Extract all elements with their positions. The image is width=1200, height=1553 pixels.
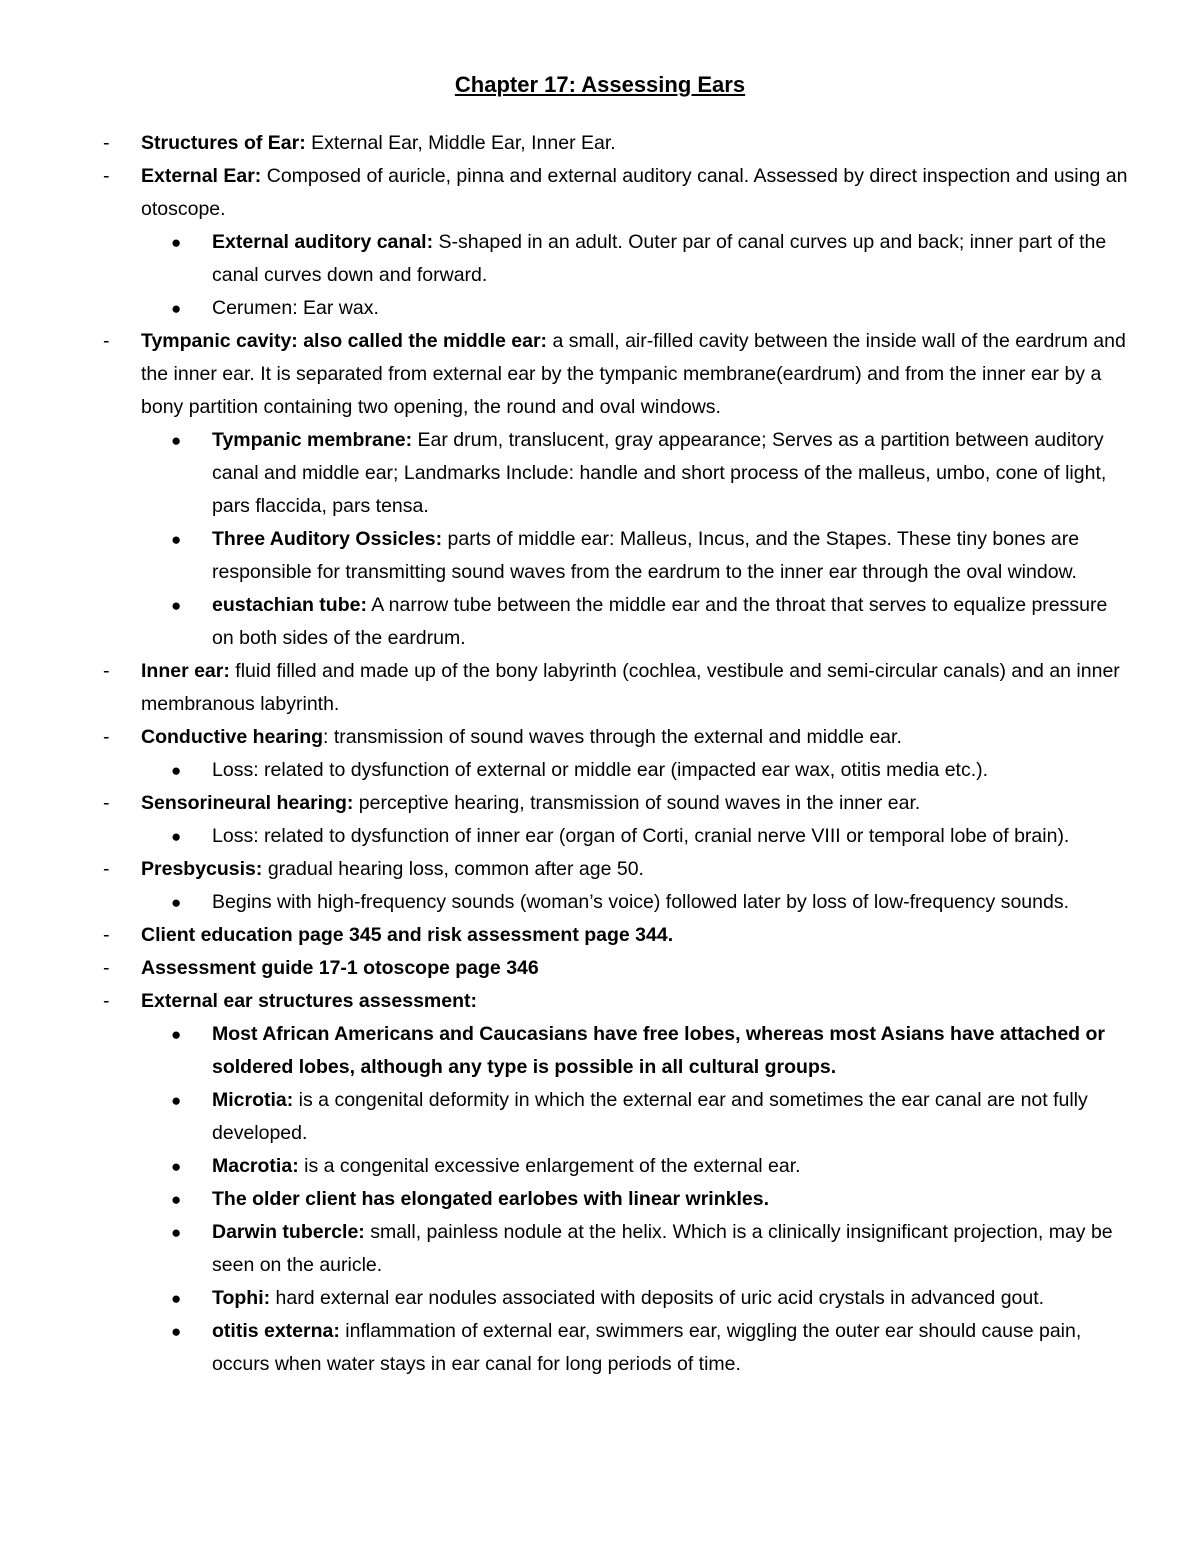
item-text: inflammation of external ear, swimmers ear, wiggling the outer ear should cause pain, occurs when water stays in ear canal for long periods of time. [212, 1320, 1082, 1375]
bullet-icon: ● [171, 893, 182, 912]
item-term: Microtia: [212, 1089, 294, 1111]
item-text: parts of middle ear: Malleus, Incus, and the Stapes. These tiny bones are responsible for transmitting sound waves from the eardrum to the inner ear through the oval window. [212, 528, 1080, 583]
dash-item [103, 787, 1133, 820]
item-term: Three Auditory Ossicles: [212, 528, 443, 550]
bullet-item [103, 820, 1133, 853]
bullet-item [103, 1216, 1133, 1282]
dash-item [103, 655, 1133, 721]
item-term: Tophi: [212, 1287, 271, 1309]
item-term: eustachian tube: [212, 594, 367, 616]
dash-item [103, 919, 1133, 952]
bullet-icon: ● [171, 1223, 182, 1242]
item-term: Assessment guide 17-1 otoscope page 346 [141, 957, 539, 979]
bullet-icon: ● [171, 1091, 182, 1110]
item-term: External auditory canal: [212, 231, 434, 253]
dash-item [103, 127, 1133, 160]
item-text: hard external ear nodules associated with deposits of uric acid crystals in advanced gout. [270, 1287, 1045, 1309]
dash-marker: - [103, 660, 110, 682]
item-text: is a congenital excessive enlargement of the external ear. [298, 1155, 801, 1177]
bullet-icon: ● [171, 431, 182, 450]
bullet-item [103, 292, 1133, 325]
item-term: Structures of Ear: [141, 132, 306, 154]
bullet-item [103, 886, 1133, 919]
item-text: gradual hearing loss, common after age 50. [262, 858, 644, 880]
dash-marker: - [103, 858, 110, 880]
bullet-icon: ● [171, 827, 182, 846]
item-text: Begins with high-frequency sounds (woman’s voice) followed later by loss of low-frequency sounds. [212, 891, 1069, 913]
bullet-item [103, 226, 1133, 292]
bullet-item [103, 754, 1133, 787]
bullet-item [103, 1084, 1133, 1150]
item-term: Most African Americans and Caucasians have free lobes, whereas most Asians have attached or soldered lobes, although any type is possible in all cultural groups. [212, 1023, 1106, 1078]
item-text: Ear drum, translucent, gray appearance; Serves as a partition between auditory canal and middle ear; Landmarks Include: handle and short process of the malleus, umbo, cone of light, pars flaccida, pars tensa. [212, 429, 1107, 517]
bullet-item [103, 424, 1133, 523]
item-text: fluid filled and made up of the bony labyrinth (cochlea, vestibule and semi-circular canals) and an inner membranous labyrinth. [141, 660, 1120, 715]
item-text: perceptive hearing, transmission of sound waves in the inner ear. [353, 792, 921, 814]
item-term: Inner ear: [141, 660, 230, 682]
page-title: Chapter 17: Assessing Ears [454, 72, 746, 97]
item-term: Darwin tubercle: [212, 1221, 365, 1243]
item-term: Sensorineural hearing: [141, 792, 354, 814]
item-term: Conductive hearing [141, 726, 324, 748]
item-text: is a congenital deformity in which the external ear and sometimes the ear canal are not fully developed. [212, 1089, 1088, 1144]
bullet-icon: ● [171, 761, 182, 780]
notes-list [103, 127, 1133, 1381]
item-text: Loss: related to dysfunction of external or middle ear (impacted ear wax, otitis media etc.). [212, 759, 989, 781]
item-term: The older client has elongated earlobes with linear wrinkles. [212, 1188, 769, 1210]
bullet-item [103, 589, 1133, 655]
item-text: Composed of auricle, pinna and external auditory canal. Assessed by direct inspection and using an otoscope. [141, 165, 1128, 220]
dash-item [103, 853, 1133, 886]
dash-marker: - [103, 990, 110, 1012]
bullet-icon: ● [171, 596, 182, 615]
item-text: A narrow tube between the middle ear and the throat that serves to equalize pressure on both sides of the eardrum. [212, 594, 1108, 649]
item-term: Client education page 345 and risk assessment page 344. [141, 924, 674, 946]
item-term: Tympanic cavity: also called the middle ear: [141, 330, 548, 352]
dash-item [103, 985, 1133, 1018]
bullet-icon: ● [171, 1025, 182, 1044]
bullet-icon: ● [171, 299, 182, 318]
dash-marker: - [103, 924, 110, 946]
item-text: small, painless nodule at the helix. Which is a clinically insignificant projection, may be seen on the auricle. [212, 1221, 1113, 1276]
bullet-item [103, 523, 1133, 589]
item-text: a small, air-filled cavity between the inside wall of the eardrum and the inner ear. It is separated from external ear by the tympanic membrane(eardrum) and from the inner ear by a bony partition containing two opening, the round and oval windows. [141, 330, 1126, 418]
item-text: : transmission of sound waves through the external and middle ear. [323, 726, 902, 748]
item-text: Cerumen: Ear wax. [212, 297, 379, 319]
dash-item [103, 325, 1133, 424]
bullet-icon: ● [171, 530, 182, 549]
bullet-icon: ● [171, 1322, 182, 1341]
bullet-icon: ● [171, 1157, 182, 1176]
item-term: Tympanic membrane: [212, 429, 413, 451]
item-text: S-shaped in an adult. Outer par of canal curves up and back; inner part of the canal curves down and forward. [212, 231, 1107, 286]
item-term: External ear structures assessment: [141, 990, 478, 1012]
dash-marker: - [103, 330, 110, 352]
bullet-item [103, 1282, 1133, 1315]
dash-item [103, 160, 1133, 226]
item-term: Presbycusis: [141, 858, 263, 880]
item-term: Macrotia: [212, 1155, 299, 1177]
bullet-item [103, 1183, 1133, 1216]
bullet-item [103, 1018, 1133, 1084]
dash-marker: - [103, 792, 110, 814]
dash-marker: - [103, 165, 110, 187]
item-text: Loss: related to dysfunction of inner ear (organ of Corti, cranial nerve VIII or temporal lobe of brain). [212, 825, 1070, 847]
item-term: External Ear: [141, 165, 262, 187]
bullet-icon: ● [171, 1190, 182, 1209]
bullet-item [103, 1315, 1133, 1381]
bullet-item [103, 1150, 1133, 1183]
dash-marker: - [103, 132, 110, 154]
dash-marker: - [103, 957, 110, 979]
dash-marker: - [103, 726, 110, 748]
bullet-icon: ● [171, 1289, 182, 1308]
bullet-icon: ● [171, 233, 182, 252]
item-text: External Ear, Middle Ear, Inner Ear. [305, 132, 616, 154]
dash-item [103, 952, 1133, 985]
item-term: otitis externa: [212, 1320, 340, 1342]
dash-item [103, 721, 1133, 754]
